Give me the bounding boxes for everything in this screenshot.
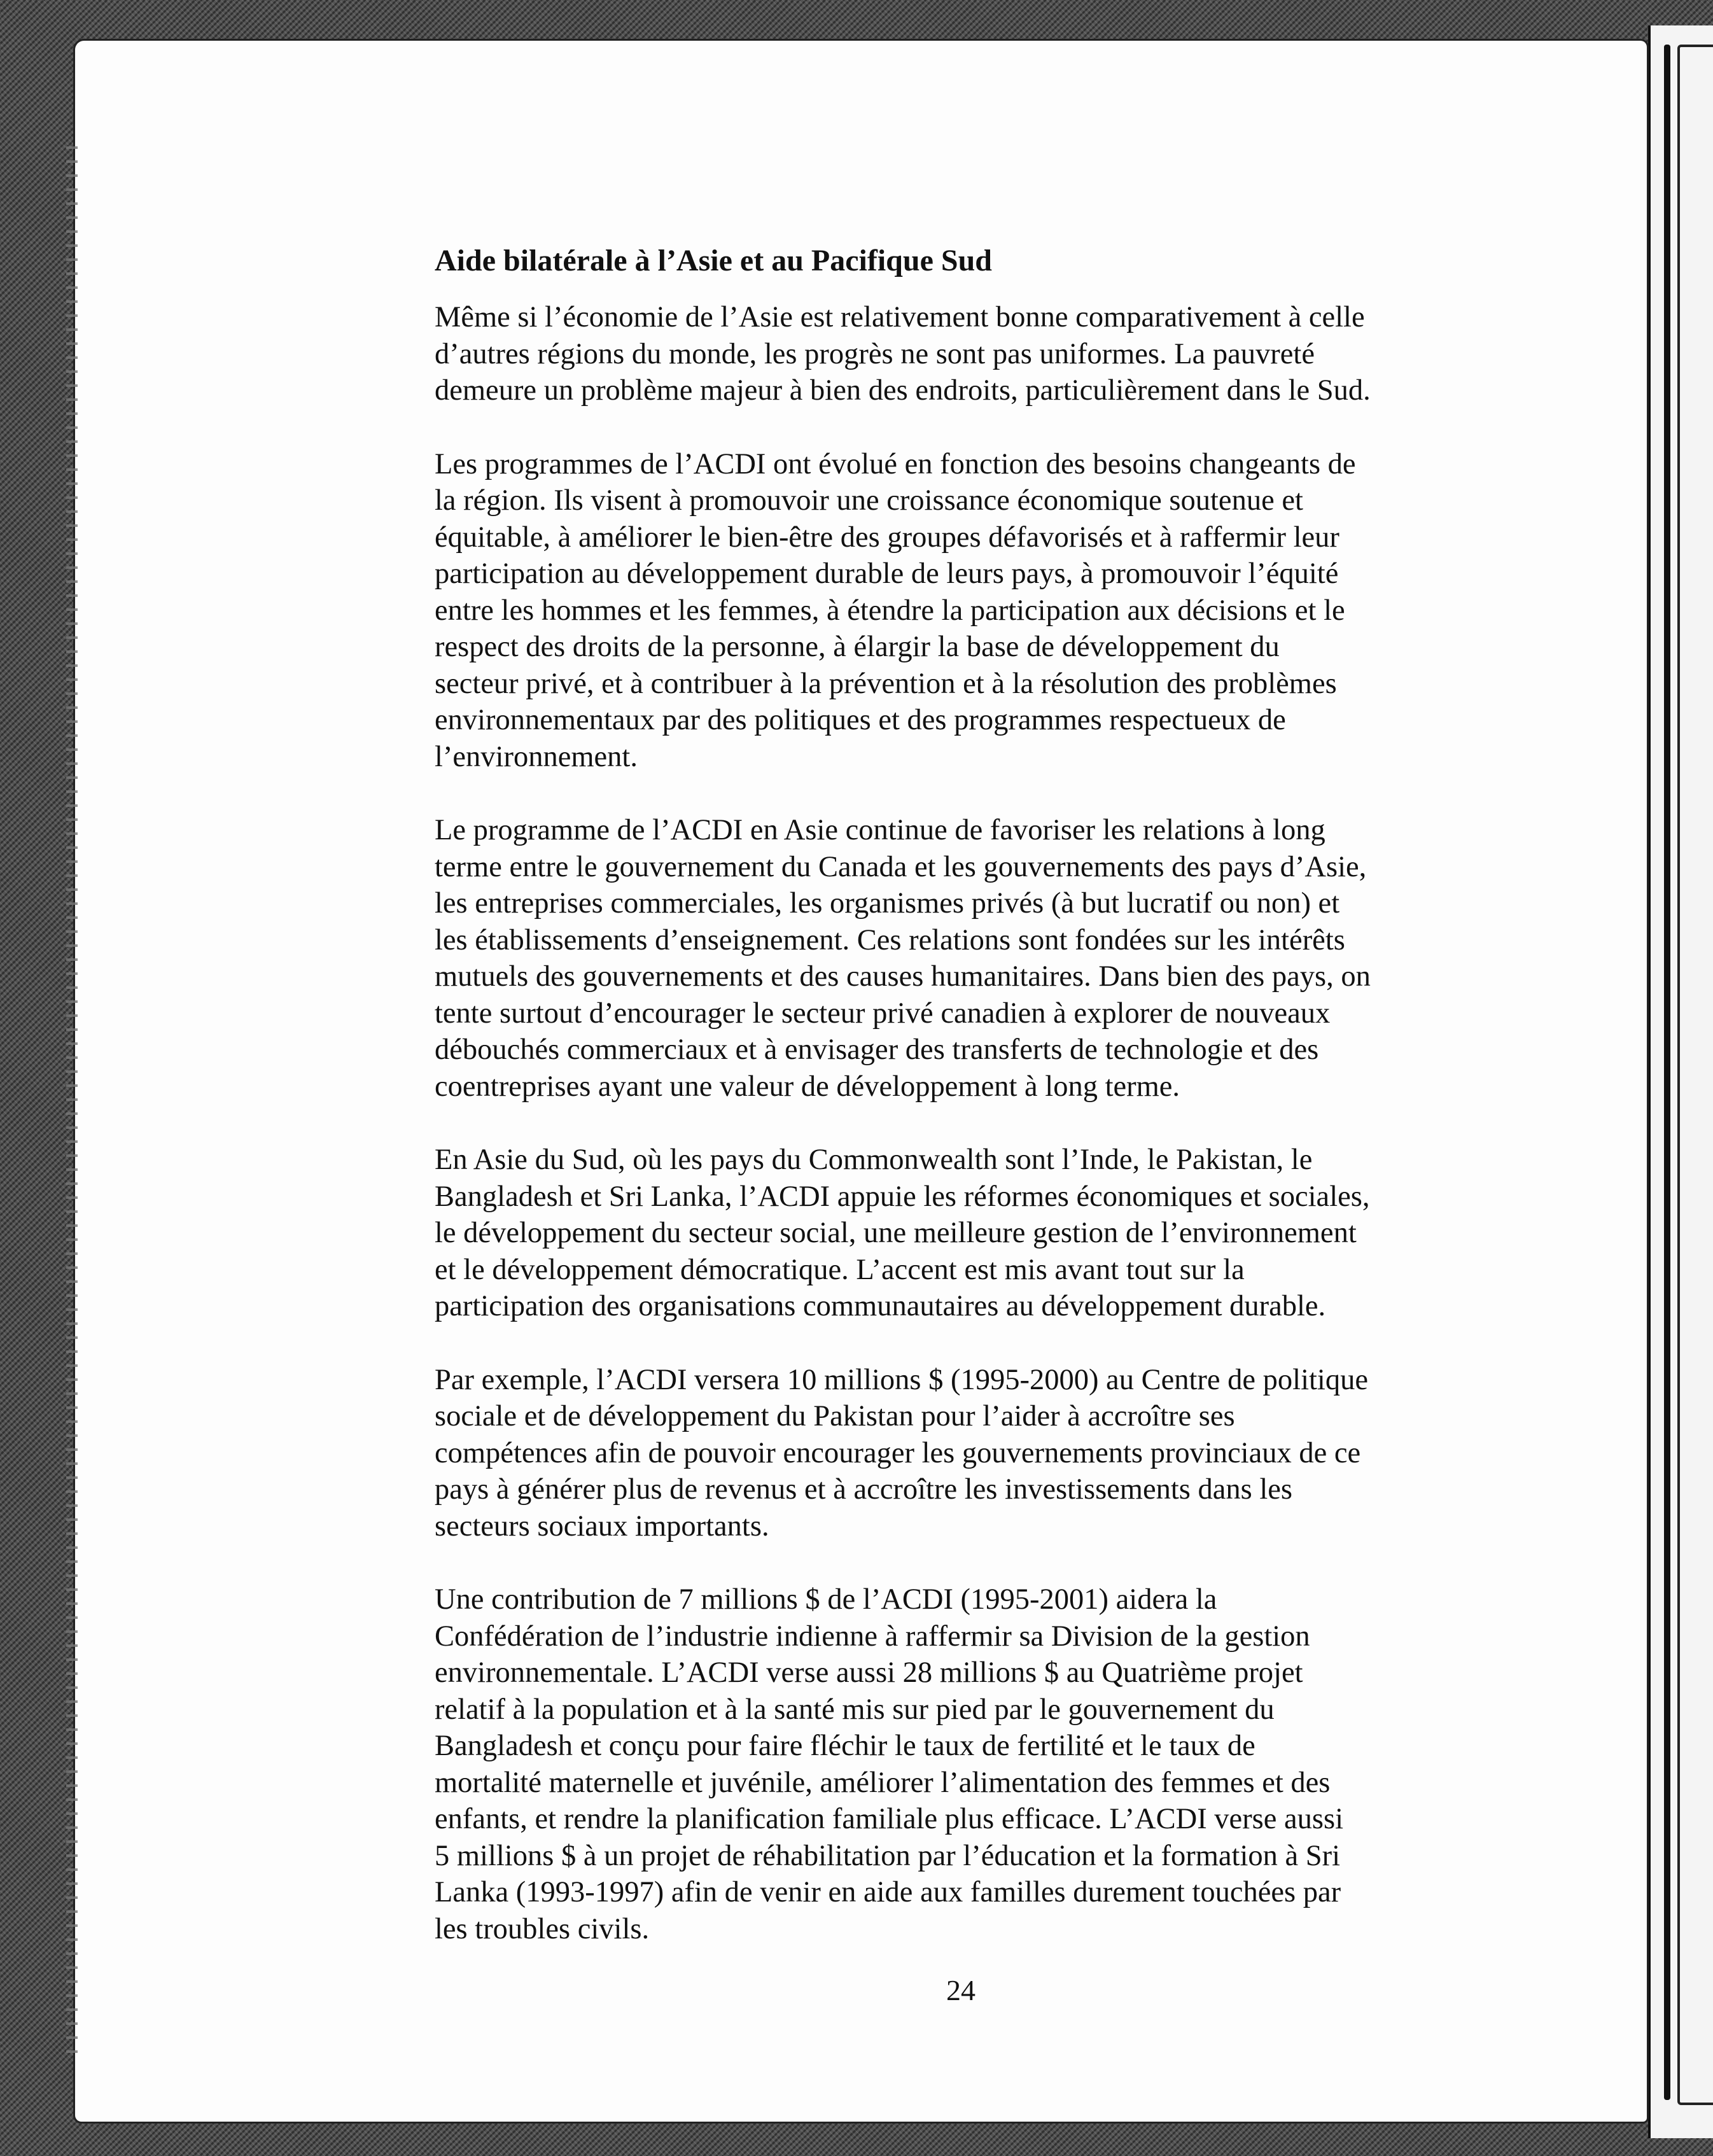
text-line: les troubles civils. — [435, 1912, 650, 1945]
text-line: Lanka (1993-1997) afin de venir en aide aux familles durement touchées par — [435, 1876, 1341, 1908]
text-line: l’environnement. — [435, 740, 638, 773]
text-line: les établissements d’enseignement. Ces relations sont fondées sur les intérêts — [435, 923, 1345, 956]
paragraph-6 — [435, 1581, 1491, 1947]
paragraph-4 — [435, 1142, 1491, 1325]
binder-bracket — [1677, 45, 1713, 2105]
text-line: mortalité maternelle et juvénile, améliorer l’alimentation des femmes et des — [435, 1766, 1331, 1799]
paragraph-3 — [435, 812, 1491, 1105]
text-line: tente surtout d’encourager le secteur privé canadien à explorer de nouveaux — [435, 997, 1331, 1030]
text-line: secteur privé, et à contribuer à la prévention et à la résolution des problèmes — [435, 667, 1337, 700]
text-line: Le programme de l’ACDI en Asie continue de favoriser les relations à long — [435, 814, 1325, 846]
text-line: Les programmes de l’ACDI ont évolué en fonction des besoins changeants de — [435, 447, 1356, 480]
text-line: 5 millions $ à un projet de réhabilitation par l’éducation et la formation à Sri — [435, 1839, 1341, 1872]
text-line: En Asie du Sud, où les pays du Commonwealth sont l’Inde, le Pakistan, le — [435, 1144, 1313, 1176]
section-heading: Aide bilatérale à l’Asie et au Pacifique Sud — [435, 244, 992, 277]
text-line: équitable, à améliorer le bien-être des groupes défavorisés et à raffermir leur — [435, 521, 1339, 554]
text-line: terme entre le gouvernement du Canada et les gouvernements des pays d’Asie, — [435, 850, 1367, 883]
text-line: et le développement démocratique. L’accent est mis avant tout sur la — [435, 1253, 1245, 1286]
text-line: Une contribution de 7 millions $ de l’ACDI (1995-2001) aidera la — [435, 1583, 1217, 1616]
page-number: 24 — [946, 1974, 975, 2006]
text-line: compétences afin de pouvoir encourager les gouvernements provinciaux de ce — [435, 1436, 1361, 1469]
text-line: environnementale. L’ACDI verse aussi 28 millions $ au Quatrième projet — [435, 1656, 1303, 1689]
text-line: le développement du secteur social, une meilleure gestion de l’environnement — [435, 1217, 1357, 1249]
text-line: Bangladesh et conçu pour faire fléchir le taux de fertilité et le taux de — [435, 1730, 1255, 1762]
text-line: environnementaux par des politiques et des programmes respectueux de — [435, 704, 1286, 736]
text-line: participation au développement durable de leurs pays, à promouvoir l’équité — [435, 557, 1339, 590]
binder-spine-line — [1664, 45, 1670, 2100]
text-line: Par exemple, l’ACDI versera 10 millions $ (1995-2000) au Centre de politique — [435, 1363, 1368, 1396]
text-line: d’autres régions du monde, les progrès ne sont pas uniformes. La pauvreté — [435, 337, 1315, 370]
text-line: enfants, et rendre la planification familiale plus efficace. L’ACDI verse aussi — [435, 1803, 1344, 1835]
text-line: coentreprises ayant une valeur de développement à long terme. — [435, 1070, 1180, 1103]
text-line: les entreprises commerciales, les organismes privés (à but lucratif ou non) et — [435, 887, 1340, 920]
document-body — [435, 242, 1491, 1984]
text-line: secteurs sociaux importants. — [435, 1509, 769, 1543]
text-line: Confédération de l’industrie indienne à raffermir sa Division de la gestion — [435, 1620, 1310, 1653]
text-line: la région. Ils visent à promouvoir une croissance économique soutenue et — [435, 484, 1303, 517]
text-line: Même si l’économie de l’Asie est relativement bonne comparativement à celle — [435, 301, 1365, 333]
punch-hole-dots — [66, 146, 78, 2055]
paragraph-2 — [435, 446, 1491, 776]
text-line: débouchés commerciaux et à envisager des transferts de technologie et des — [435, 1033, 1319, 1066]
paragraph-1 — [435, 299, 1491, 409]
text-line: respect des droits de la personne, à élargir la base de développement du — [435, 631, 1280, 663]
text-line: entre les hommes et les femmes, à étendre la participation aux décisions et le — [435, 594, 1345, 627]
paragraph-5 — [435, 1362, 1491, 1545]
text-line: sociale et de développement du Pakistan pour l’aider à accroître ses — [435, 1400, 1235, 1432]
text-line: mutuels des gouvernements et des causes humanitaires. Dans bien des pays, on — [435, 960, 1371, 993]
text-line: participation des organisations communautaires au développement durable. — [435, 1290, 1326, 1322]
text-line: relatif à la population et à la santé mis sur pied par le gouvernement du — [435, 1693, 1275, 1726]
text-line: pays à générer plus de revenus et à accroître les investissements dans les — [435, 1473, 1293, 1506]
text-line: demeure un problème majeur à bien des endroits, particulièrement dans le Sud. — [435, 374, 1371, 407]
text-line: Bangladesh et Sri Lanka, l’ACDI appuie les réformes économiques et sociales, — [435, 1180, 1370, 1213]
